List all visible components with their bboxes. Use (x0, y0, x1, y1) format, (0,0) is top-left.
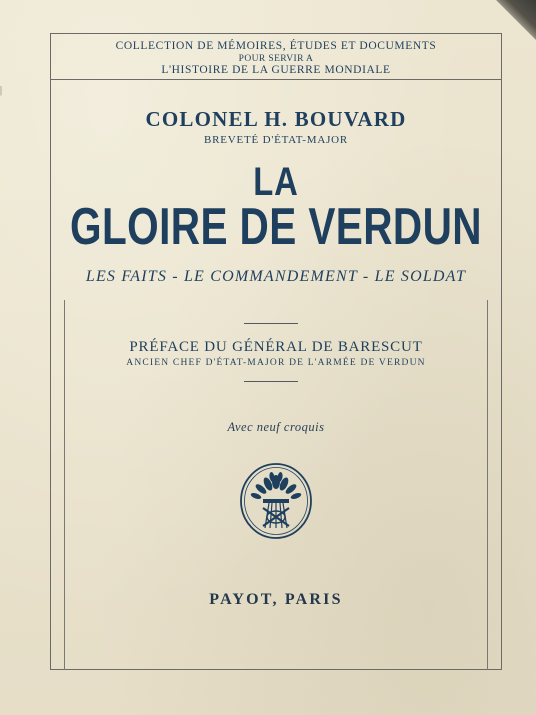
book-title: GLOIRE DE VERDUN (70, 198, 482, 256)
collection-line-3: L'HISTOIRE DE LA GUERRE MONDIALE (161, 64, 391, 76)
book-subtitle: LES FAITS - LE COMMANDEMENT - LE SOLDAT (85, 268, 467, 285)
header-rule (50, 79, 502, 80)
publisher: PAYOT, PARIS (209, 591, 343, 608)
author-rank: BREVETÉ D'ÉTAT-MAJOR (203, 134, 349, 146)
preface-bottom-rule (244, 381, 298, 382)
torn-corner (496, 0, 536, 40)
preface-top-rule (244, 323, 298, 324)
illustrations-note: Avec neuf croquis (227, 420, 325, 434)
preface-line: PRÉFACE DU GÉNÉRAL DE BARESCUT (129, 339, 423, 355)
collection-line-2: POUR SERVIR A (238, 54, 314, 64)
author-name: COLONEL H. BOUVARD (145, 107, 407, 131)
preface-author-title: ANCIEN CHEF D'ÉTAT-MAJOR DE L'ARMÉE DE VERDUN (126, 358, 426, 368)
collection-line-1: COLLECTION DE MÉMOIRES, ÉTUDES ET DOCUMENTS (115, 40, 437, 52)
title-article: LA (253, 160, 299, 204)
wheat-sheaf-emblem-icon (239, 462, 313, 540)
edge-mark: | (0, 85, 3, 96)
